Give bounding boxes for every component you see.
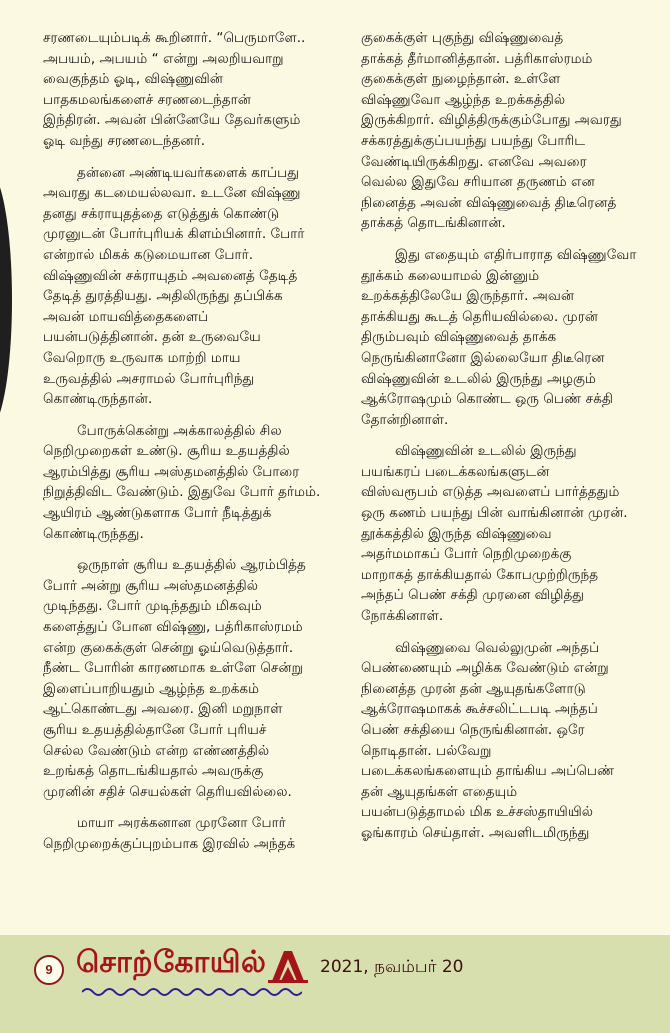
text-line: பாதகமலங்களைச் சரணடைந்தான்: [43, 91, 251, 108]
text-line: முரனுடன் போர்புரியக் கிளம்பினார். போர்: [43, 226, 305, 243]
text-line: என்ற குகைக்குள் சென்று ஓய்வெடுத்தார்.: [43, 639, 294, 656]
text-line: பெண் சக்தியை நெருங்கினான். ஒரே: [361, 722, 585, 738]
text-line: என்றால் மிகக் கடுமையான போர்.: [43, 246, 254, 263]
text-line: போருக்கென்று அக்காலத்தில் சில: [77, 422, 282, 439]
text-line: முரனின் சதிச் செயல்கள் தெரியவில்லை.: [43, 783, 292, 800]
text-line: தாக்கத் தீர்மானித்தான். பத்ரிகாஸ்ரமம்: [361, 50, 593, 67]
text-line: ஒரு கணம் பயந்து பின் வாங்கினான் முரன்.: [361, 505, 628, 522]
text-line: நொடிதான். பல்வேறு: [361, 742, 492, 759]
text-line: ஓங்காரம் செய்தாள். அவளிடமிருந்து: [361, 824, 590, 841]
text-line: உறக்கத்திலேயே இருந்தார். அவன்: [361, 288, 575, 305]
text-line: விஷ்ணுவின் உடலில் இருந்து அழகும்: [361, 370, 596, 387]
text-line: உருவத்தில் அசராமல் போர்புரிந்து: [43, 370, 255, 387]
text-line: இளைப்பாறியதும் ஆழ்ந்த உறக்கம்: [43, 680, 260, 697]
text-line: ஓடி வந்து சரணடைந்தனர்.: [43, 132, 206, 149]
text-line: மாயா அரக்கனான முரனோ போர்: [77, 815, 286, 832]
text-line: குகைக்குள் நுழைந்தான். உள்ளே: [361, 71, 561, 88]
text-line: நிறுத்திவிட வேண்டும். இதுவே போர் தர்மம்.: [43, 484, 321, 501]
text-line: பயன்படுத்தினான். தன் உருவையே: [43, 329, 261, 346]
text-line: பெண்ணையும் அழிக்க வேண்டும் என்று: [361, 660, 609, 677]
text-line: வேறொரு உருவாக மாற்றி மாய: [43, 349, 241, 366]
text-line: மாறாகத் தாக்கியதால் கோபமுற்றிருந்த: [361, 566, 599, 583]
text-line: நெறிமுறைகள் உண்டு. சூரிய உதயத்தில்: [43, 443, 290, 460]
text-line: வைகுந்தம் ஓடி, விஷ்ணுவின்: [43, 71, 223, 88]
text-line: அபயம், அபயம் “ என்று அலறியவாறு: [43, 50, 284, 67]
text-line: அவன் மாயவித்தைகளைப்: [43, 308, 209, 325]
text-line: போர் அன்று சூரிய அஸ்தமனத்தில்: [43, 577, 258, 594]
paragraph: [43, 421, 343, 545]
page-number-badge: 9: [34, 955, 64, 985]
text-line: களைத்துப் போன விஷ்ணு, பத்ரிகாஸ்ரமம்: [43, 619, 303, 636]
text-line: இந்திரன். அவன் பின்னேயே தேவர்களும்: [43, 112, 301, 129]
text-line: நெறிமுறைக்குப்புறம்பாக இரவில் அந்தக்: [43, 835, 296, 852]
text-line: விஷ்ணுவின் சக்ராயுதம் அவனைத் தேடித்: [43, 267, 298, 284]
temple-gopuram-icon: [266, 947, 310, 983]
paragraph: [361, 245, 661, 430]
paragraph: [43, 813, 343, 854]
text-line: ஆயிரம் ஆண்டுகளாக போர் நீடித்துக்: [43, 505, 272, 522]
text-line: பயங்கரப் படைக்கலங்களுடன்: [361, 463, 550, 480]
page-footer: [0, 935, 670, 1033]
paragraph: [361, 638, 661, 844]
text-line: தன்னை அண்டியவர்களைக் காப்பது: [77, 164, 300, 181]
magazine-title: சொற்கோயில்: [76, 945, 267, 980]
text-line: விஷ்ணுவோ ஆழ்ந்த உறக்கத்தில்: [361, 91, 566, 108]
text-line: வெல்ல இதுவே சரியான தருணம் என: [361, 174, 595, 191]
text-line: செல்ல வேண்டும் என்ற எண்ணத்தில்: [43, 742, 270, 759]
text-line: பயன்படுத்தாமல் மிக உச்சஸ்தாயியில்: [361, 804, 594, 821]
text-line: அதர்மமாகப் போர் நெறிமுறைக்கு: [361, 546, 572, 563]
text-line: விஷ்ணுவின் உடலில் இருந்து: [395, 443, 577, 460]
text-line: அந்தப் பெண் சக்தி முரனை விழித்து: [361, 587, 585, 604]
text-line: தோன்றினாள்.: [361, 411, 449, 428]
text-line: தன் ஆயுதங்கள் எதையும்: [361, 783, 518, 800]
text-line: முடிந்தது. போர் முடிந்ததும் மிகவும்: [43, 598, 262, 615]
text-line: நோக்கினாள்.: [361, 608, 444, 625]
text-line: படைக்கலங்களையும் தாங்கிய அப்பெண்: [361, 763, 615, 780]
text-line: சக்கரத்துக்குப்பயந்து பயந்து போரிட: [361, 132, 586, 149]
text-line: தனது சக்ராயுதத்தை எடுத்துக் கொண்டு: [43, 205, 280, 222]
text-line: கொண்டிருந்தது.: [43, 525, 144, 542]
text-line: சூரிய உதயத்தில்தானே போர் புரியச்: [43, 722, 267, 738]
text-line: தாக்கியது கூடத் தெரியவில்லை. முரன்: [361, 308, 598, 325]
text-line: இது எதையும் எதிர்பாராத விஷ்ணுவோ: [395, 246, 637, 263]
text-line: வேண்டியிருக்கிறது. எனவே அவரை: [361, 153, 587, 170]
text-line: ஆரம்பித்து சூரிய அஸ்தமனத்தில் போரை: [43, 463, 300, 480]
text-line: தேடித் துரத்தியது. அதிலிருந்து தப்பிக்க: [43, 288, 283, 305]
text-line: ஆக்ரோஷமாகக் கூச்சலிட்டபடி அந்தப்: [361, 701, 598, 718]
text-line: விஷ்ணுவை வெல்லுமுன் அந்தப்: [395, 639, 600, 656]
text-line: அவரது கடமையல்லவா. உடனே விஷ்ணு: [43, 185, 301, 202]
text-line: சரணடையும்படிக் கூறினார். “பெருமாளே..: [43, 30, 306, 46]
text-line: குகைக்குள் புகுந்து விஷ்ணுவைத்: [361, 30, 564, 46]
text-line: உறங்கத் தொடங்கியதால் அவருக்கு: [43, 763, 264, 780]
paragraph: [43, 555, 343, 802]
paragraph: [43, 163, 343, 410]
text-line: நினைத்த அவன் விஷ்ணுவைத் திடீரெனத்: [361, 194, 617, 211]
text-line: விஸ்வரூபம் எடுத்த அவளைப் பார்த்ததும்: [361, 484, 620, 501]
page-edge-shadow: [0, 170, 12, 430]
text-line: ஆட்கொண்டது அவரை. இனி மறுநாள்: [43, 701, 283, 718]
text-line: ஆக்ரோஷமும் கொண்ட ஒரு பெண் சக்தி: [361, 391, 614, 408]
right-column: [361, 28, 661, 855]
paragraph: [361, 28, 661, 234]
wave-ornament-icon: [82, 985, 302, 999]
paragraph: [43, 28, 343, 152]
text-line: தூக்கம் கலையாமல் இன்னும்: [361, 267, 540, 284]
text-line: நீண்ட போரின் காரணமாக உள்ளே சென்று: [43, 660, 303, 677]
text-line: நெருங்கினானோ இல்லையோ திடீரென: [361, 349, 605, 366]
text-line: தாக்கத் தொடங்கினான்.: [361, 215, 506, 232]
text-line: திரும்பவும் விஷ்ணுவைத் தாக்க: [361, 329, 557, 346]
text-line: தூக்கத்தில் இருந்த விஷ்ணுவை: [361, 525, 552, 542]
text-line: ஒருநாள் சூரிய உதயத்தில் ஆரம்பித்த: [77, 557, 306, 574]
text-line: இருக்கிறார். விழித்திருக்கும்போது அவரது: [361, 112, 622, 129]
text-line: நினைத்த முரன் தன் ஆயுதங்களோடு: [361, 680, 586, 697]
left-column: [43, 28, 343, 866]
issue-date: 2021, நவம்பர் 20: [320, 957, 464, 977]
paragraph: [361, 441, 661, 626]
text-line: கொண்டிருந்தான்.: [43, 391, 153, 408]
